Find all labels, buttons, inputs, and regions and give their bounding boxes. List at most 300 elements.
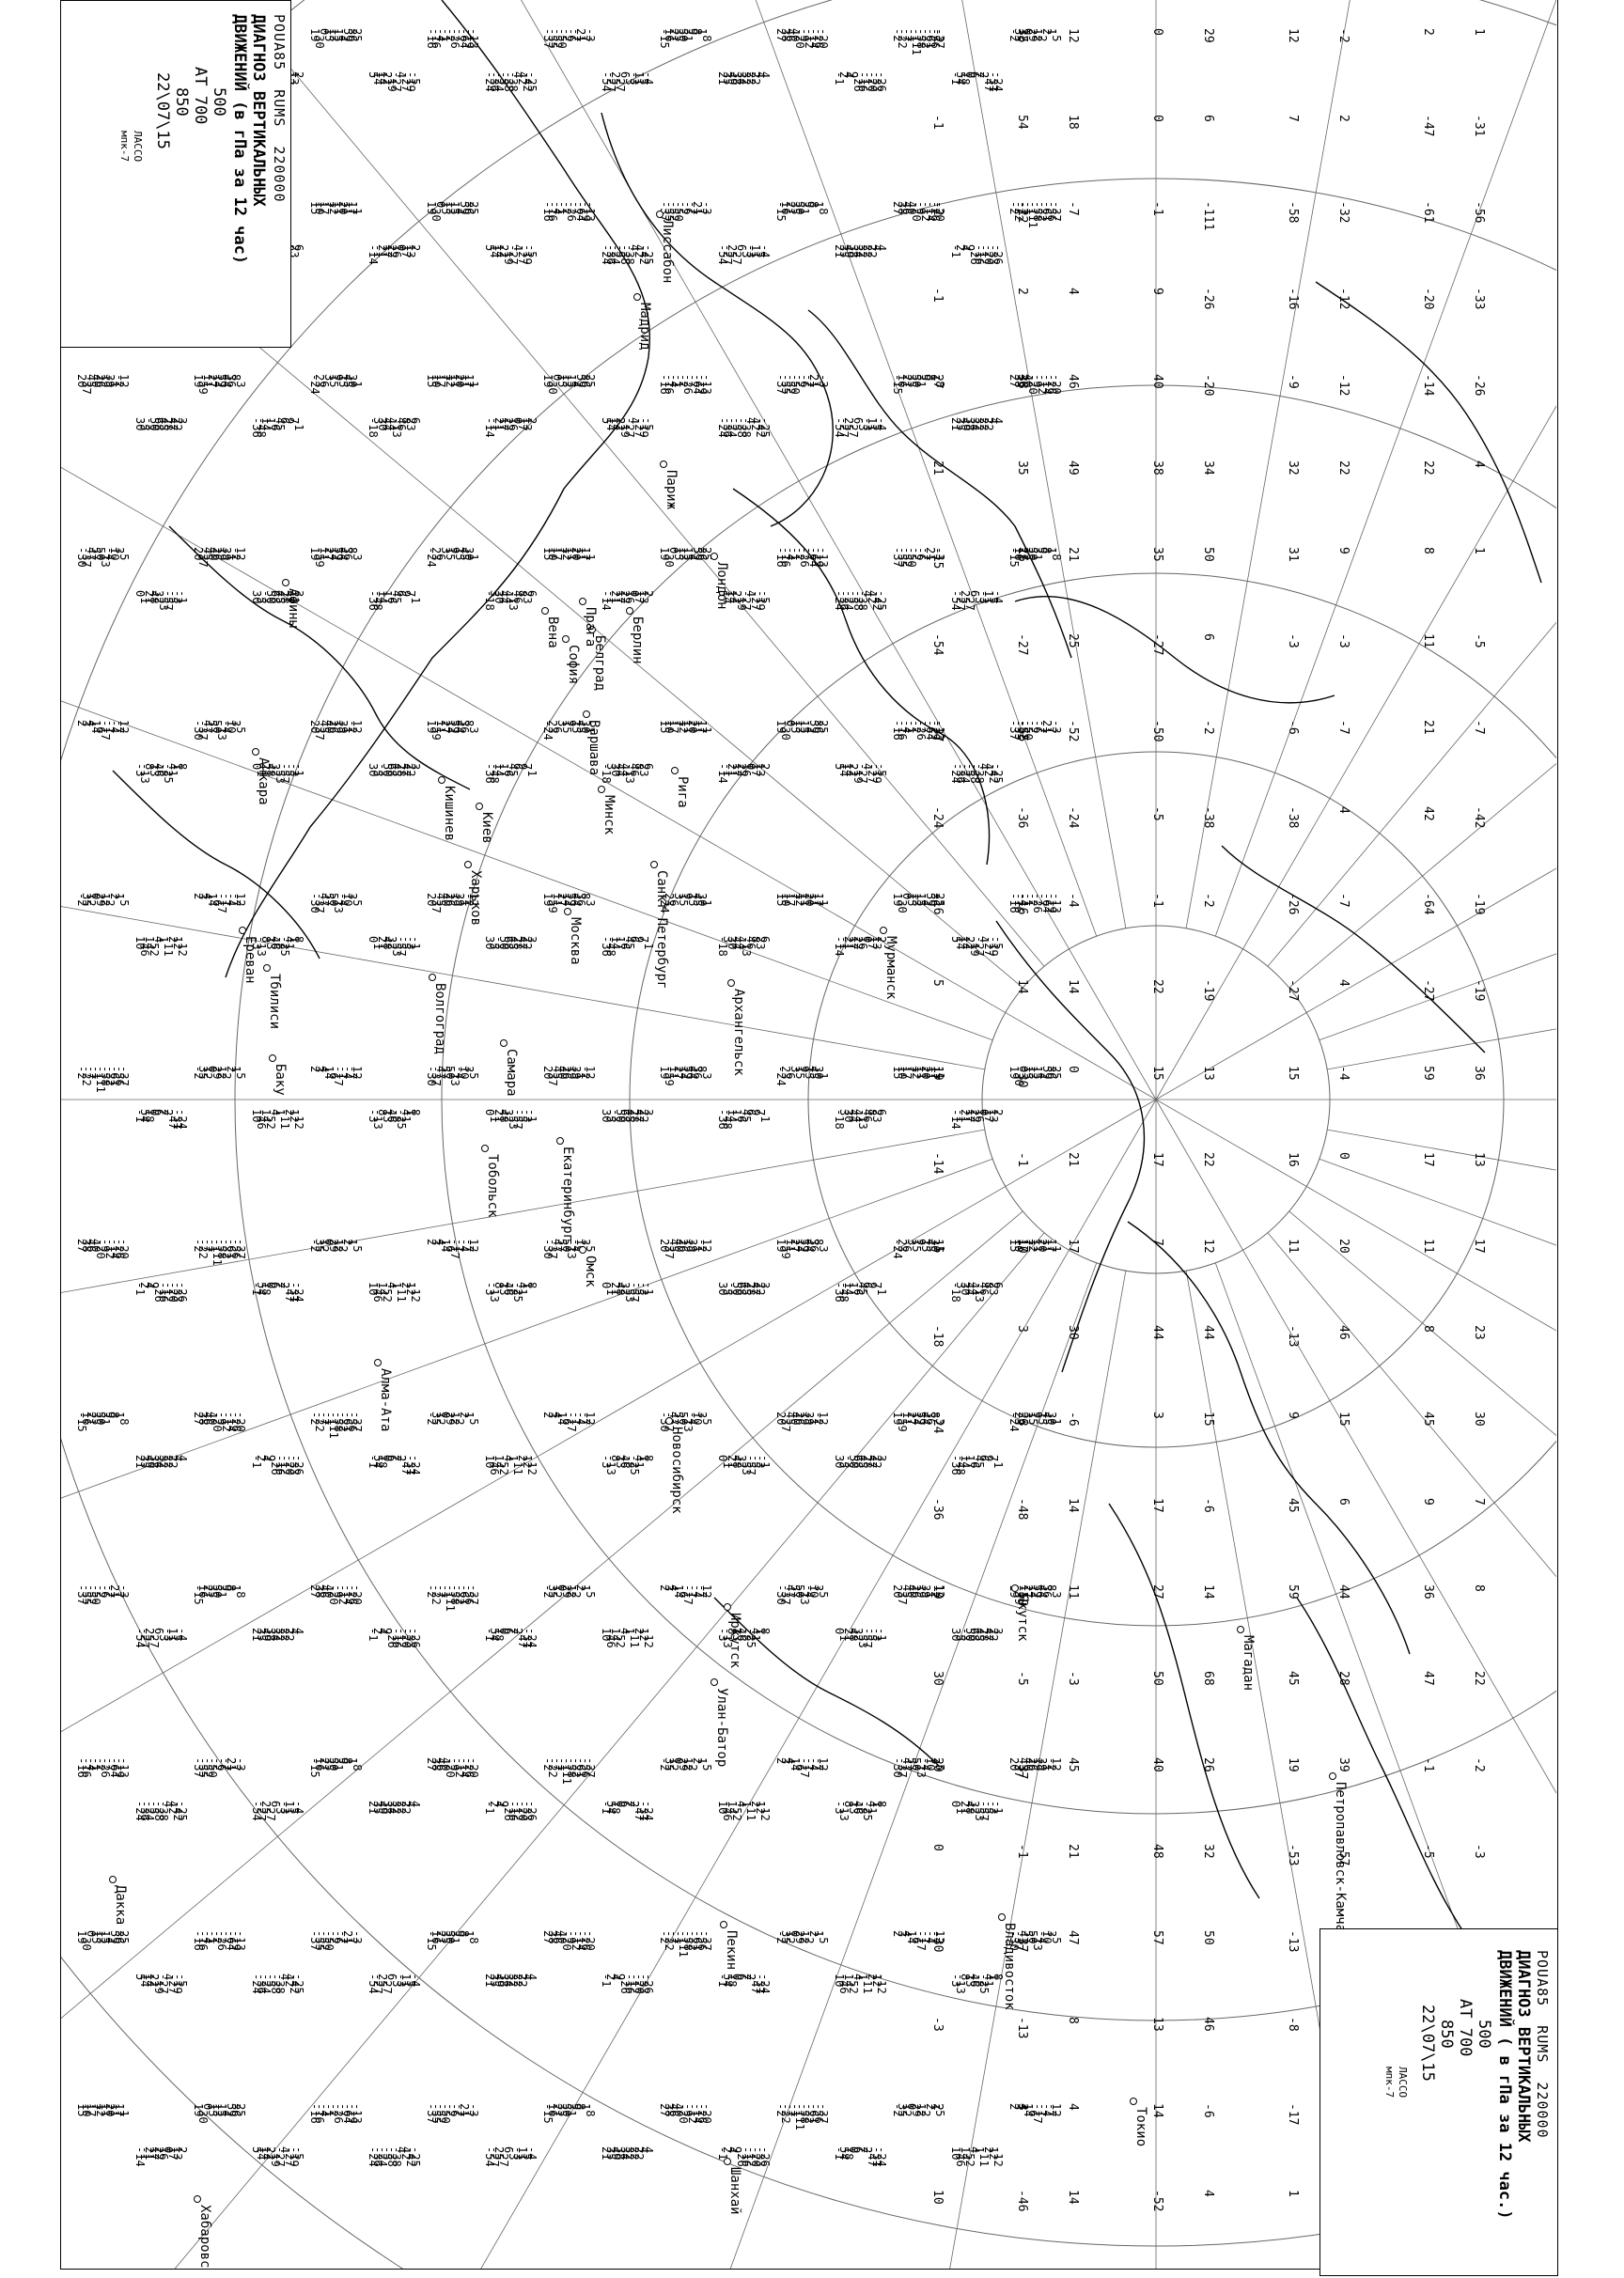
grid-value: -4 <box>803 1584 816 1599</box>
grid-value: -46 <box>604 1628 617 1648</box>
grid-value: 20 <box>336 201 350 215</box>
grid-value: 13 <box>614 1455 627 1469</box>
grid-value: 11 <box>565 547 578 561</box>
grid-value: 30 <box>376 417 389 431</box>
grid-value: -16 <box>273 1455 287 1475</box>
grid-value: 30 <box>1472 1412 1486 1427</box>
grid-value: 6 <box>502 2146 515 2154</box>
grid-value: 14 <box>143 936 156 950</box>
grid-value: 2 <box>371 1628 384 1635</box>
grid-value: 12 <box>288 1109 301 1123</box>
grid-value: 40 <box>672 1239 685 1253</box>
grid-value: 31 <box>448 1930 461 1944</box>
grid-value: -37 <box>700 1930 713 1951</box>
grid-value: 49 <box>959 417 972 431</box>
grid-value: 6 <box>735 244 748 252</box>
grid-value: -3 <box>637 1282 650 1296</box>
grid-value: -1 <box>584 547 597 561</box>
grid-value: -27 <box>390 71 403 92</box>
grid-value: -1 <box>789 2103 802 2117</box>
grid-value: -33 <box>637 1974 650 1994</box>
grid-value: 4 <box>278 2146 291 2154</box>
grid-value: 3 <box>525 936 539 944</box>
grid-value: 31 <box>1286 547 1300 562</box>
grid-value: -13 <box>933 720 946 741</box>
grid-value: -55 <box>896 547 909 568</box>
grid-value: 26 <box>910 1584 923 1599</box>
grid-value: -37 <box>192 1757 205 1778</box>
grid-value: 22 <box>744 71 757 86</box>
grid-value: -52 <box>318 1930 331 1951</box>
grid-value: -38 <box>856 590 869 611</box>
grid-value: -25 <box>642 244 655 265</box>
grid-value: -15 <box>308 1757 321 1778</box>
grid-value: 36 <box>691 1066 704 1080</box>
grid-value: -3 <box>600 1455 613 1469</box>
grid-value: -16 <box>1012 893 1025 913</box>
grid-value: 40 <box>439 893 452 907</box>
grid-value: -2 <box>919 2103 932 2117</box>
grid-value: -27 <box>157 1974 170 1994</box>
grid-value: -5 <box>1556 979 1570 994</box>
grid-value: -5 <box>700 1757 713 1771</box>
grid-value: -5 <box>847 590 860 604</box>
grid-value: -1 <box>716 1974 729 1988</box>
grid-value: -8 <box>117 1412 131 1426</box>
grid-value: 21 <box>959 1801 972 1815</box>
grid-value: 9 <box>497 1801 510 1808</box>
grid-value: -16 <box>75 1757 88 1778</box>
grid-value: -15 <box>75 1412 88 1432</box>
grid-value: -6 <box>385 590 398 604</box>
grid-value: 8 <box>866 1109 879 1116</box>
grid-value: -1 <box>439 28 452 42</box>
grid-value: -6 <box>448 2103 461 2117</box>
grid-value: -12 <box>1036 374 1049 395</box>
grid-value: 0 <box>667 547 680 554</box>
grid-value: 1 <box>113 893 126 900</box>
grid-value: -1 <box>351 374 364 388</box>
grid-value: 21 <box>930 460 945 476</box>
grid-value: 15 <box>798 720 811 734</box>
city-label: Берлин <box>630 616 645 664</box>
grid-value: 21 <box>784 201 797 215</box>
grid-value: -2 <box>327 1930 340 1944</box>
grid-value: 6 <box>977 1455 991 1462</box>
grid-value: 1 <box>1045 547 1058 554</box>
grid-value: 9 <box>919 374 932 382</box>
grid-value: 9 <box>283 417 296 425</box>
grid-value: 27 <box>905 1412 918 1426</box>
grid-value: -59 <box>196 374 210 395</box>
grid-value: -20 <box>516 1801 529 1821</box>
grid-value: 45 <box>691 893 704 907</box>
grid-value: -12 <box>628 1974 641 1994</box>
grid-value: 59 <box>1031 1584 1044 1599</box>
grid-value: 15 <box>681 547 695 561</box>
grid-value: -1 <box>488 1109 501 1123</box>
city-label: Киев <box>479 812 494 844</box>
grid-value: 68 <box>618 1109 632 1123</box>
grid-value: -6 <box>211 893 224 907</box>
grid-value: -6 <box>1026 2103 1039 2117</box>
grid-value: 10 <box>1040 1930 1054 1944</box>
grid-value: 26 <box>1201 1757 1215 1772</box>
grid-value: -18 <box>833 1109 846 1130</box>
grid-value: -26 <box>346 1584 359 1605</box>
grid-value: 45 <box>1286 1671 1300 1686</box>
grid-value: -25 <box>992 763 1005 784</box>
grid-value: -27 <box>138 1628 151 1648</box>
grid-value: 31 <box>681 28 695 42</box>
grid-value: -111 <box>444 1584 457 1612</box>
grid-value: -26 <box>642 1974 655 1994</box>
grid-value: 12 <box>201 1066 214 1080</box>
grid-value: 0 <box>930 1844 945 1851</box>
grid-value: -55 <box>313 1930 326 1951</box>
grid-value: 17 <box>318 201 331 215</box>
grid-value: 14 <box>255 2146 268 2161</box>
grid-value: -64 <box>1040 893 1054 913</box>
grid-value: 7 <box>1150 1239 1164 1246</box>
grid-value: -6 <box>910 1930 923 1944</box>
grid-value: 29 <box>1201 28 1215 43</box>
grid-value: -48 <box>371 590 384 611</box>
grid-value: -7 <box>201 1239 214 1253</box>
grid-value: 20 <box>891 1584 904 1599</box>
grid-value: 40 <box>89 374 102 388</box>
grid-value: -25 <box>395 1109 408 1130</box>
grid-value: -7 <box>346 1066 359 1080</box>
grid-value: 21 <box>367 1801 380 1815</box>
grid-value: -3 <box>376 763 389 777</box>
grid-value: -6 <box>434 547 447 561</box>
grid-value: 14 <box>89 720 102 734</box>
grid-value: 15 <box>905 893 918 907</box>
grid-value: 59 <box>574 374 587 388</box>
grid-value: -57 <box>278 763 291 784</box>
grid-value: 42 <box>283 1974 296 1988</box>
grid-value: -1 <box>322 1412 336 1426</box>
grid-value: 2 <box>166 936 180 944</box>
grid-value: 23 <box>404 417 417 431</box>
grid-value: -64 <box>108 1757 121 1778</box>
grid-value: -5 <box>399 936 413 950</box>
grid-value: 38 <box>1012 374 1025 388</box>
grid-value: 59 <box>1286 1584 1300 1599</box>
grid-value: -27 <box>497 2146 510 2167</box>
grid-value: -5 <box>604 1109 617 1123</box>
grid-value: 15 <box>1026 1412 1039 1426</box>
grid-value: 2 <box>744 1974 757 1981</box>
grid-value: -50 <box>789 374 802 395</box>
grid-value: -7 <box>803 374 816 388</box>
city-label: Хабаровск <box>197 2205 212 2274</box>
grid-value: -1 <box>117 2103 131 2117</box>
grid-value: -5 <box>404 1974 417 1988</box>
grid-value: -1 <box>933 1066 946 1080</box>
grid-value: -36 <box>837 590 851 611</box>
grid-value: 4 <box>176 1455 189 1462</box>
grid-value: -20 <box>283 1455 296 1475</box>
grid-value: 12 <box>817 1757 830 1771</box>
grid-value: -50 <box>206 1757 219 1778</box>
grid-value: 2 <box>409 244 422 252</box>
grid-value: -50 <box>439 2103 452 2124</box>
grid-value: 0 <box>434 201 447 209</box>
grid-value: 20 <box>803 893 816 907</box>
grid-value: 22 <box>395 1801 408 1815</box>
grid-value: -3 <box>700 201 713 215</box>
grid-value: 50 <box>444 1066 457 1080</box>
grid-value: -26 <box>215 1930 228 1951</box>
grid-value: -13 <box>117 1757 131 1778</box>
grid-value: 13 <box>211 2103 224 2117</box>
grid-value: 6 <box>269 1801 282 1808</box>
grid-value: 10 <box>225 720 238 734</box>
grid-value: -111 <box>677 1930 690 1958</box>
grid-value: -13 <box>721 1628 734 1648</box>
grid-value: -1 <box>584 720 597 734</box>
grid-value: 12 <box>987 2146 1000 2161</box>
grid-value: -26 <box>992 244 1005 265</box>
grid-value: 8 <box>691 28 704 36</box>
grid-value: 1 <box>695 28 709 36</box>
grid-value: -2 <box>113 374 126 388</box>
grid-value: 7 <box>288 417 301 425</box>
grid-value: -9 <box>565 1930 578 1944</box>
grid-value: 9 <box>103 1412 117 1419</box>
grid-value: -4 <box>292 1801 305 1815</box>
grid-value: 10 <box>546 547 559 561</box>
grid-value: -6 <box>565 28 578 42</box>
grid-value: 8 <box>341 1757 354 1765</box>
grid-value: 10 <box>833 1974 846 1988</box>
grid-value: 2 <box>1040 28 1054 36</box>
grid-value: -2 <box>541 1757 554 1771</box>
grid-value: 22 <box>521 936 534 950</box>
grid-value: 45 <box>1040 1412 1054 1426</box>
grid-value: 7 <box>555 547 569 554</box>
grid-value: -4 <box>336 28 350 42</box>
grid-value: -52 <box>1150 2190 1164 2212</box>
grid-value: 6 <box>152 1628 165 1635</box>
grid-value: -5 <box>817 1930 830 1944</box>
grid-value: -4 <box>453 1066 466 1080</box>
grid-value: 13 <box>560 374 573 388</box>
grid-value: -20 <box>560 1930 573 1951</box>
grid-value: -37 <box>196 547 210 568</box>
grid-value: 11 <box>691 720 704 734</box>
grid-value: -42 <box>171 1801 184 1821</box>
grid-value: 13 <box>910 893 923 907</box>
grid-value: 30 <box>695 893 709 907</box>
grid-value: -61 <box>225 1239 238 1259</box>
grid-value: -37 <box>933 28 946 49</box>
grid-value: 20 <box>1336 1239 1351 1254</box>
grid-value: -61 <box>807 2103 820 2124</box>
grid-value: 7 <box>439 374 452 382</box>
grid-value: -53 <box>157 590 170 611</box>
grid-value: -5 <box>171 1628 184 1642</box>
grid-value: 3 <box>322 374 336 382</box>
grid-value: 11 <box>551 893 564 907</box>
grid-value: -24 <box>959 763 972 784</box>
grid-value: 32 <box>740 71 753 86</box>
grid-value: -33 <box>987 244 1000 265</box>
grid-value: -4 <box>318 2103 331 2117</box>
grid-value: -7 <box>1045 720 1058 734</box>
grid-value: 59 <box>1421 1066 1435 1081</box>
grid-value: 36 <box>225 374 238 388</box>
grid-value: -47 <box>866 2146 879 2167</box>
grid-value: -3 <box>395 1974 408 1988</box>
grid-value: -4 <box>85 1757 98 1771</box>
grid-value: 6 <box>735 1974 748 1981</box>
grid-value: -12 <box>758 1801 772 1821</box>
grid-value: -53 <box>507 1109 520 1130</box>
grid-value: -22 <box>80 1066 93 1086</box>
grid-value: -1 <box>837 936 851 950</box>
grid-value: 22 <box>148 1974 161 1988</box>
grid-value: 23 <box>521 590 534 604</box>
grid-value: -7 <box>1336 720 1351 735</box>
grid-value: 8 <box>726 1628 739 1635</box>
grid-value: -11 <box>395 1282 408 1303</box>
grid-value: 8 <box>458 1930 471 1938</box>
grid-value: 9 <box>982 1455 995 1462</box>
grid-value: 40 <box>555 1066 569 1080</box>
grid-value: 6 <box>385 1974 398 1981</box>
grid-value: 46 <box>977 1282 991 1296</box>
grid-value: -24 <box>133 1801 147 1821</box>
grid-value: 12 <box>234 893 247 907</box>
grid-value: -12 <box>977 244 991 265</box>
grid-value: 2 <box>488 1801 501 1808</box>
grid-value: 25 <box>700 547 713 561</box>
grid-value: -26 <box>851 71 865 92</box>
grid-value: 1 <box>973 2146 986 2154</box>
grid-value: 46 <box>511 590 524 604</box>
grid-value: 21 <box>259 763 273 777</box>
grid-value: 15 <box>439 201 452 215</box>
grid-value: 10 <box>1012 1239 1025 1253</box>
grid-value: -18 <box>949 1282 962 1303</box>
grid-value: 0 <box>206 1066 219 1073</box>
grid-value: 50 <box>264 590 277 604</box>
grid-value: -18 <box>367 417 380 438</box>
grid-value: -4 <box>570 374 583 388</box>
grid-value: 4 <box>492 1801 506 1808</box>
grid-value: -19 <box>929 720 942 741</box>
grid-value: -64 <box>1421 893 1435 915</box>
grid-value: -32 <box>803 2103 816 2124</box>
grid-value: 14 <box>560 893 573 907</box>
grid-value: -27 <box>1150 633 1164 656</box>
grid-value: -2 <box>803 1930 816 1944</box>
grid-value: -47 <box>749 1974 762 1994</box>
grid-value: 8 <box>749 936 762 944</box>
grid-value: 8 <box>758 1628 772 1635</box>
grid-value: 4 <box>511 244 524 252</box>
grid-value: 36 <box>1045 1066 1058 1080</box>
grid-value: 2 <box>866 1974 879 1981</box>
grid-value: 44 <box>385 417 398 431</box>
grid-value: 17 <box>963 1109 976 1123</box>
grid-value: 59 <box>914 1412 928 1426</box>
grid-value: 26 <box>444 893 457 907</box>
grid-value: 16 <box>856 936 869 950</box>
grid-value: -16 <box>1007 893 1021 913</box>
grid-value: -27 <box>740 590 753 611</box>
grid-value: 9 <box>798 1066 811 1073</box>
grid-value: -3 <box>584 893 597 907</box>
grid-value: 59 <box>458 201 471 215</box>
grid-value: 29 <box>560 1584 573 1599</box>
grid-value: 8 <box>376 1109 389 1116</box>
grid-value: 14 <box>376 1282 389 1296</box>
grid-value: -2 <box>1036 28 1049 42</box>
grid-value: 25 <box>1066 633 1080 648</box>
grid-value: -1 <box>604 1282 617 1296</box>
grid-value: 21 <box>667 28 680 42</box>
grid-value: 11 <box>681 720 695 734</box>
grid-value: -9 <box>215 1412 228 1426</box>
grid-value: -19 <box>171 1974 184 1994</box>
grid-value: 40 <box>439 1757 452 1771</box>
grid-value: -1 <box>992 1455 1005 1469</box>
grid-value: -13 <box>856 1109 869 1130</box>
grid-value: 50 <box>1026 1930 1039 1944</box>
grid-value: -52 <box>148 936 161 957</box>
grid-value: 12 <box>99 893 112 907</box>
grid-value: 21 <box>600 2146 613 2161</box>
grid-value: 21 <box>726 763 739 777</box>
grid-value: -7 <box>667 1930 680 1944</box>
grid-value: 2 <box>308 1066 321 1073</box>
grid-value: 2 <box>749 1801 762 1808</box>
grid-value: 8 <box>1472 1584 1486 1592</box>
grid-value: 6 <box>628 936 641 944</box>
grid-value: -13 <box>584 201 597 222</box>
grid-value: 4 <box>318 1066 331 1073</box>
grid-value: 8 <box>399 417 413 425</box>
grid-value: 11 <box>458 374 471 388</box>
grid-value: 30 <box>483 936 496 950</box>
grid-value: -27 <box>264 1801 277 1821</box>
grid-value: 26 <box>1026 1757 1039 1771</box>
grid-value: -22 <box>546 1757 559 1778</box>
grid-value: 40 <box>789 28 802 42</box>
grid-value: -4 <box>992 590 1005 604</box>
grid-value: -31 <box>288 1282 301 1303</box>
grid-value: 36 <box>695 547 709 561</box>
grid-value: 30 <box>833 1455 846 1469</box>
grid-value: -8 <box>234 1584 247 1599</box>
grid-value: -11 <box>511 1455 524 1475</box>
grid-value: 15 <box>677 893 690 907</box>
grid-value: -36 <box>483 763 496 784</box>
grid-value: -30 <box>308 893 321 913</box>
grid-value: -4 <box>875 417 888 431</box>
grid-value: -3 <box>623 71 636 86</box>
grid-value: 14 <box>721 590 734 604</box>
grid-value: -48 <box>604 936 617 957</box>
grid-value: -12 <box>336 1584 350 1605</box>
grid-value: 14 <box>726 1109 739 1123</box>
grid-value: -20 <box>793 28 806 49</box>
grid-value: -7 <box>462 1239 476 1253</box>
